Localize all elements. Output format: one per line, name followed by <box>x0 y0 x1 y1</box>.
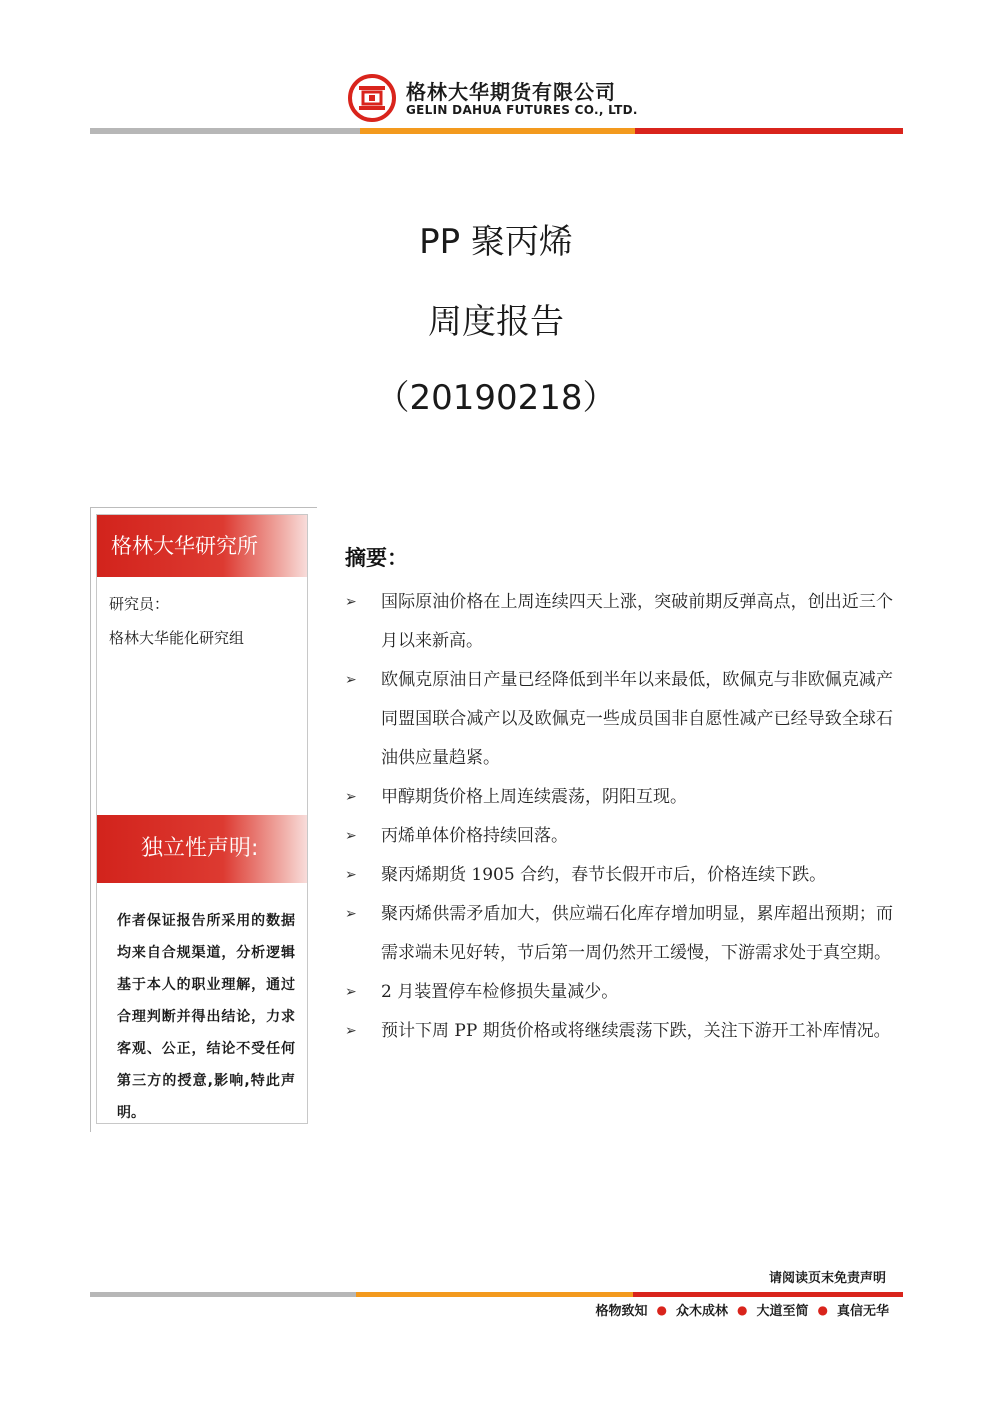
company-name-en: GELIN DAHUA FUTURES CO., LTD. <box>406 103 638 117</box>
header-divider <box>90 128 903 134</box>
arrow-bullet-icon: ➢ <box>345 984 357 1000</box>
arrow-bullet-icon: ➢ <box>345 828 357 844</box>
report-date: （20190218） <box>375 378 617 418</box>
sidebar-frame-left <box>90 507 91 1132</box>
summary-heading: 摘要： <box>345 546 408 570</box>
motto-item: 真信无华 <box>836 1304 889 1319</box>
list-item: ➢ 欧佩克原油日产量已经降低到半年以来最低，欧佩克与非欧佩克减产同盟国联合减产以及欧佩克一些成员国非自愿性减产已经导致全球石油供应量趋紧。 <box>345 661 893 778</box>
company-motto <box>595 1300 889 1319</box>
motto-item: 大道至简 <box>756 1304 809 1319</box>
independence-statement: 作者保证报告所采用的数据均来自合规渠道，分析逻辑基于本人的职业理解，通过合理判断并得出结论，力求客观、公正，结论不受任何第三方的授意,影响,特此声明。 <box>117 913 295 1121</box>
list-item: ➢ 预计下周 PP 期货价格或将继续震荡下跌，关注下游开工补库情况。 <box>345 1012 893 1051</box>
disclaimer-notice: 请阅读页末免责声明 <box>768 1271 886 1286</box>
dot-icon: ● <box>656 1302 667 1317</box>
motto-item: 众木成林 <box>675 1304 728 1319</box>
sidebar-frame-top <box>90 507 317 508</box>
arrow-bullet-icon: ➢ <box>345 594 357 610</box>
list-item: ➢ 2 月装置停车检修损失量减少。 <box>345 973 893 1012</box>
company-name-cn: 格林大华期货有限公司 <box>406 80 616 104</box>
arrow-bullet-icon: ➢ <box>345 672 357 688</box>
list-item: ➢ 丙烯单体价格持续回落。 <box>345 817 893 856</box>
institute-header: 格林大华研究所 <box>97 515 307 577</box>
sidebar-box <box>96 514 308 1124</box>
dot-icon: ● <box>817 1302 828 1317</box>
list-item: ➢ 甲醇期货价格上周连续震荡，阴阳互现。 <box>345 778 893 817</box>
arrow-bullet-icon: ➢ <box>345 867 357 883</box>
arrow-bullet-icon: ➢ <box>345 789 357 805</box>
motto-item: 格物致知 <box>595 1304 648 1319</box>
list-item: ➢ 聚丙烯期货 1905 合约，春节长假开市后，价格连续下跌。 <box>345 856 893 895</box>
company-logo <box>348 72 648 124</box>
list-item: ➢ 聚丙烯供需矛盾加大，供应端石化库存增加明显，累库超出预期；而需求端未见好转，节后第一周仍然开工缓慢，下游需求处于真空期。 <box>345 895 893 973</box>
arrow-bullet-icon: ➢ <box>345 1023 357 1039</box>
arrow-bullet-icon: ➢ <box>345 906 357 922</box>
summary-list <box>345 583 893 1051</box>
gelin-dahua-logo-icon <box>348 74 396 122</box>
researcher-name: 格林大华能化研究组 <box>109 629 245 647</box>
footer-divider <box>90 1292 903 1297</box>
report-title: PP 聚丙烯 <box>419 222 573 262</box>
researcher-label: 研究员： <box>109 595 170 613</box>
dot-icon: ● <box>737 1302 748 1317</box>
list-item: ➢ 国际原油价格在上周连续四天上涨，突破前期反弹高点，创出近三个月以来新高。 <box>345 583 893 661</box>
report-subtitle: 周度报告 <box>428 302 564 342</box>
statement-header: 独立性声明: <box>97 815 307 883</box>
